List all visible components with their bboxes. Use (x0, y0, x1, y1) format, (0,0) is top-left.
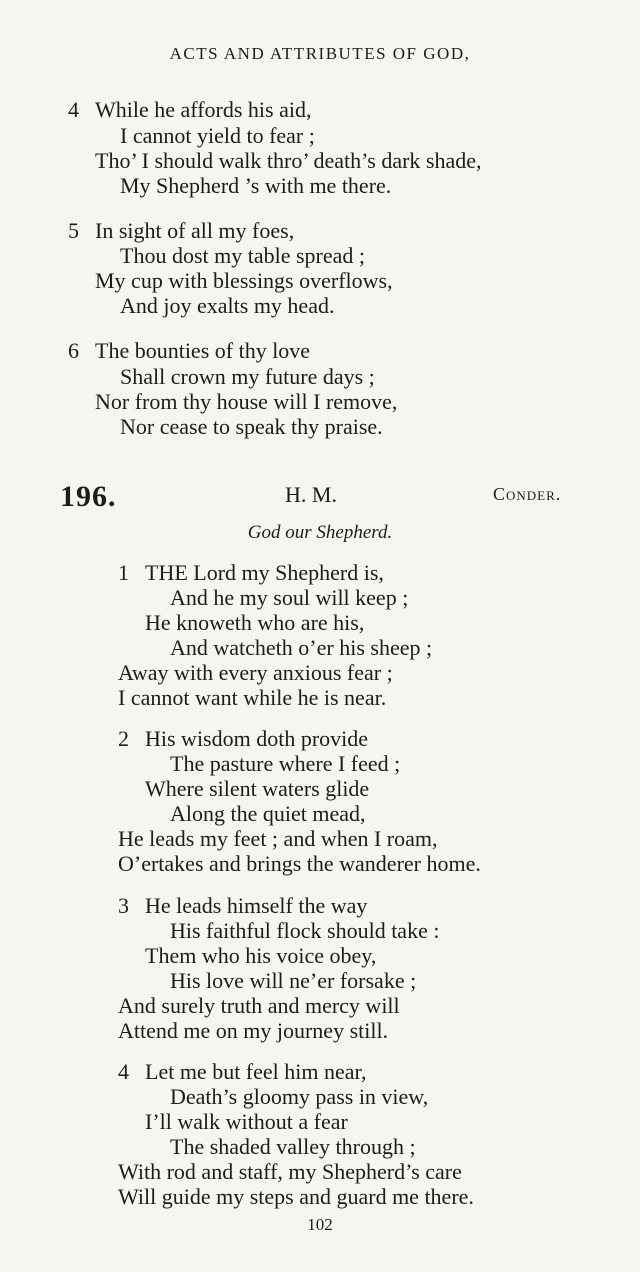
stanza-number: 4 (68, 97, 79, 122)
running-head: ACTS AND ATTRIBUTES OF GOD, (169, 44, 471, 63)
verse-line: Death’s gloomy pass in view, (170, 1084, 429, 1109)
stanza-number: 2 (118, 726, 129, 751)
verse-line: The pasture where I feed ; (170, 751, 401, 776)
verse-line: Tho’ I should walk thro’ death’s dark shade, (95, 148, 482, 173)
verse-line: I’ll walk without a fear (145, 1109, 348, 1134)
verse-line: And watcheth o’er his sheep ; (170, 635, 433, 660)
verse-line: My cup with blessings overflows, (95, 268, 393, 293)
verse-line: Attend me on my journey still. (118, 1018, 389, 1043)
page-number: 102 (307, 1215, 333, 1234)
verse-line: And joy exalts my head. (120, 293, 335, 318)
verse-line: Nor cease to speak thy praise. (120, 414, 383, 439)
verse-line: He leads himself the way (145, 893, 368, 918)
hymn-number: 196. (60, 480, 117, 513)
hymn-title: God our Shepherd. (247, 522, 393, 543)
stanza-number: 1 (118, 560, 129, 585)
verse-line: And surely truth and mercy will (118, 993, 400, 1018)
verse-line: I cannot want while he is near. (118, 685, 387, 710)
verse-line: THE Lord my Shepherd is, (145, 560, 384, 585)
verse-line: Shall crown my future days ; (120, 364, 375, 389)
verse-line: Along the quiet mead, (170, 801, 366, 826)
verse-line: The shaded valley through ; (170, 1134, 416, 1159)
verse-line: Let me but feel him near, (145, 1059, 367, 1084)
verse-line: His wisdom doth provide (145, 726, 369, 751)
verse-line: The bounties of thy love (95, 338, 311, 363)
verse-line: His love will ne’er forsake ; (170, 968, 417, 993)
stanza-number: 3 (118, 893, 129, 918)
verse-line: Thou dost my table spread ; (120, 243, 366, 268)
verse-line: With rod and staff, my Shepherd’s care (118, 1159, 462, 1184)
verse-line: Where silent waters glide (145, 776, 370, 801)
verse-line: And he my soul will keep ; (170, 585, 409, 610)
stanza-number: 5 (68, 218, 79, 243)
verse-line: Them who his voice obey, (145, 943, 377, 968)
verse-line: While he affords his aid, (95, 97, 312, 122)
verse-line: Nor from thy house will I remove, (95, 389, 398, 414)
verse-line: He leads my feet ; and when I roam, (118, 826, 438, 851)
verse-line: In sight of all my foes, (95, 218, 295, 243)
verse-line: His faithful flock should take : (170, 918, 440, 943)
verse-line: Will guide my steps and guard me there. (118, 1184, 474, 1209)
verse-line: O’ertakes and brings the wanderer home. (118, 851, 481, 876)
verse-line: Away with every anxious fear ; (118, 660, 393, 685)
hymn-author: Conder. (493, 484, 562, 504)
hymn-meter: H. M. (285, 482, 337, 507)
verse-line: My Shepherd ’s with me there. (120, 173, 392, 198)
verse-line: I cannot yield to fear ; (120, 123, 315, 148)
verse-line: He knoweth who are his, (145, 610, 365, 635)
stanza-number: 6 (68, 338, 79, 363)
stanza-number: 4 (118, 1059, 129, 1084)
